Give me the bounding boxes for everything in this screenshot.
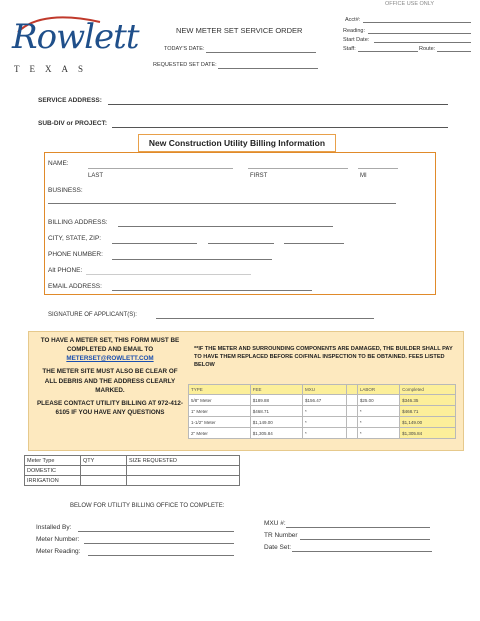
office-use-label: OFFICE USE ONLY	[385, 1, 435, 7]
fee-cell	[347, 406, 357, 417]
billing-address-field[interactable]	[118, 226, 333, 227]
table-row	[189, 395, 456, 406]
installed-by-field[interactable]	[78, 531, 234, 532]
city-logo-state: TEXAS	[14, 64, 93, 74]
fee-cell: $346.35	[400, 395, 456, 406]
route-field[interactable]	[437, 51, 471, 52]
fee-cell: *	[303, 417, 347, 428]
business-field[interactable]	[48, 203, 396, 204]
mxu-number-field[interactable]	[286, 527, 430, 528]
instructions-text	[36, 336, 184, 417]
subdiv-label: SUB-DIV or PROJECT:	[38, 120, 107, 127]
fee-cell: $468.71	[400, 406, 456, 417]
office-section-heading: BELOW FOR UTILITY BILLING OFFICE TO COMPLETE:	[70, 503, 225, 509]
fee-cell: *	[303, 428, 347, 439]
meterset-email-link[interactable]: METERSET@ROWLETT.COM	[66, 355, 154, 363]
qty-input-domestic[interactable]	[81, 466, 127, 476]
meter-type-table	[24, 455, 240, 486]
acct-field[interactable]	[363, 22, 471, 23]
fee-header-labor: LABOR	[357, 385, 399, 395]
meter-header-type: Meter Type	[25, 456, 81, 466]
fee-cell: *	[357, 417, 399, 428]
route-label: Route:	[419, 46, 436, 52]
subdiv-field[interactable]	[112, 127, 448, 128]
fee-header-blank	[347, 385, 357, 395]
last-name-field[interactable]	[88, 168, 233, 169]
fee-cell: $1,149.00	[250, 417, 302, 428]
meter-table-header	[25, 456, 240, 466]
email-address-field[interactable]	[112, 290, 312, 291]
fee-cell: $156.47	[303, 395, 347, 406]
first-name-field[interactable]	[248, 168, 348, 169]
fee-table-header	[189, 385, 456, 395]
fee-cell: $189.88	[250, 395, 302, 406]
fee-cell: 1" Meter	[189, 406, 251, 417]
staff-field[interactable]	[358, 51, 418, 52]
fee-header-fee: FEE	[250, 385, 302, 395]
form-title: NEW METER SET SERVICE ORDER	[176, 26, 303, 35]
staff-label: Staff:	[343, 46, 356, 52]
email-address-label: EMAIL ADDRESS:	[48, 283, 102, 290]
mi-field[interactable]	[358, 168, 398, 169]
fee-cell: 2" Meter	[189, 428, 251, 439]
fee-cell	[347, 417, 357, 428]
reading-label: Reading:	[343, 28, 366, 34]
meter-number-field[interactable]	[84, 543, 234, 544]
fee-cell: $1,305.84	[400, 428, 456, 439]
city-logo-wordmark: Rowlett	[12, 17, 139, 57]
fee-cell: $468.71	[250, 406, 302, 417]
date-set-field[interactable]	[292, 551, 432, 552]
fee-cell: $1,149.00	[400, 417, 456, 428]
meter-type-irrigation: IRRIGATION	[25, 476, 81, 486]
mi-label: MI	[360, 173, 367, 179]
table-row	[25, 476, 240, 486]
instructions-line-2: THE METER SITE MUST ALSO BE CLEAR OF ALL DEBRIS AND THE ADDRESS CLEARLY MARKED.	[42, 368, 178, 394]
meter-reading-label: Meter Reading:	[36, 548, 81, 555]
qty-input-irrigation[interactable]	[81, 476, 127, 486]
todays-date-label: TODAY'S DATE:	[164, 46, 205, 52]
business-label: BUSINESS:	[48, 187, 83, 194]
service-address-label: SERVICE ADDRESS:	[38, 97, 102, 104]
fee-cell: 5/8" Meter	[189, 395, 251, 406]
billing-address-label: BILLING ADDRESS:	[48, 219, 108, 226]
meter-reading-field[interactable]	[88, 555, 234, 556]
meter-header-size: SIZE REQUESTED	[127, 456, 240, 466]
name-label: NAME:	[48, 160, 69, 167]
fee-cell: $25.00	[357, 395, 399, 406]
table-row	[189, 428, 456, 439]
fee-cell: $1,305.84	[250, 428, 302, 439]
city-field[interactable]	[112, 243, 197, 244]
size-input-domestic[interactable]	[127, 466, 240, 476]
fee-cell: 1-1/2" Meter	[189, 417, 251, 428]
meter-number-label: Meter Number:	[36, 536, 80, 543]
todays-date-field[interactable]	[206, 52, 316, 53]
fee-cell	[347, 428, 357, 439]
billing-info-title: New Construction Utility Billing Information	[138, 134, 336, 152]
city-state-zip-label: CITY, STATE, ZIP:	[48, 235, 102, 242]
alt-phone-label: Alt PHONE:	[48, 267, 83, 274]
fee-header-completed: Completed	[400, 385, 456, 395]
meter-type-domestic: DOMESTIC	[25, 466, 81, 476]
size-input-irrigation[interactable]	[127, 476, 240, 486]
tr-number-field[interactable]	[300, 539, 430, 540]
table-row	[25, 466, 240, 476]
signature-field[interactable]	[156, 318, 374, 319]
fee-cell: *	[303, 406, 347, 417]
damage-notice: **IF THE METER AND SURROUNDING COMPONENTS ARE DAMAGED, THE BUILDER SHALL PAY TO HAVE THEM REPLACED BEFORE CO/FINAL INSPECTION TO BE OBTAINED. FEES LISTED BELOW	[194, 346, 453, 369]
start-date-label: Start Date:	[343, 37, 370, 43]
phone-number-label: PHONE NUMBER:	[48, 251, 103, 258]
date-set-label: Date Set:	[264, 544, 292, 551]
fee-cell: *	[357, 428, 399, 439]
table-row	[189, 406, 456, 417]
signature-label: SIGNATURE OF APPLICANT(S):	[48, 312, 137, 318]
instructions-line-1: TO HAVE A METER SET, THIS FORM MUST BE COMPLETED AND EMAIL TO	[40, 337, 180, 354]
reading-field[interactable]	[368, 33, 471, 34]
installed-by-label: Installed By:	[36, 524, 72, 531]
alt-phone-field[interactable]	[86, 274, 251, 275]
service-address-field[interactable]	[108, 104, 448, 105]
first-name-label: FIRST	[250, 173, 268, 179]
instructions-line-3: PLEASE CONTACT UTILITY BILLING AT 972-412-6105 IF YOU HAVE ANY QUESTIONS	[36, 399, 183, 416]
state-field[interactable]	[208, 243, 274, 244]
tr-number-label: TR Number	[264, 532, 298, 539]
fee-header-type: TYPE	[189, 385, 251, 395]
fee-table	[188, 384, 456, 439]
requested-date-label: REQUESTED SET DATE:	[153, 62, 217, 68]
table-row	[189, 417, 456, 428]
meter-header-qty: QTY	[81, 456, 127, 466]
fee-cell	[347, 395, 357, 406]
zip-field[interactable]	[284, 243, 344, 244]
phone-number-field[interactable]	[112, 259, 272, 260]
last-name-label: LAST	[88, 173, 104, 179]
fee-header-mxu: MXU	[303, 385, 347, 395]
fee-cell: *	[357, 406, 399, 417]
requested-date-field[interactable]	[218, 68, 318, 69]
mxu-number-label: MXU #:	[264, 520, 286, 527]
start-date-field[interactable]	[374, 42, 471, 43]
acct-label: Acct#:	[345, 17, 361, 23]
